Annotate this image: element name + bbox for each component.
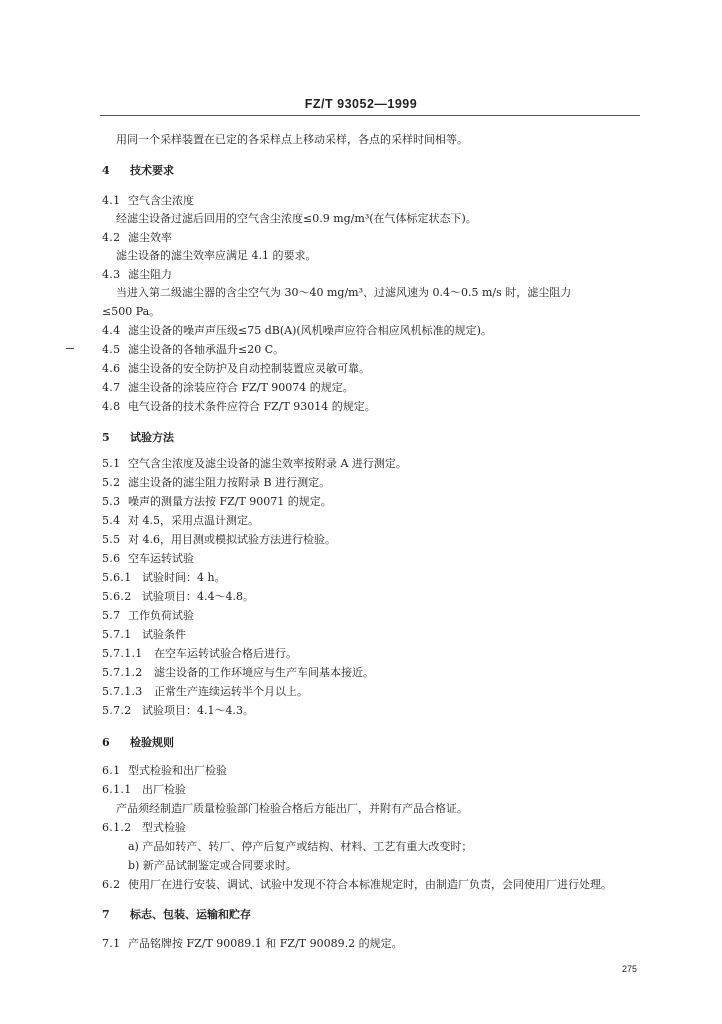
line-text: ≤500 Pa。 [102, 305, 161, 318]
clause-number: 5.7.1.3 [102, 685, 143, 698]
section-title: 技术要求 [130, 164, 174, 177]
body-line [102, 305, 160, 319]
clause-text: 出厂检验 [142, 783, 186, 796]
clause-line [102, 194, 194, 208]
clause-text: 对 4.5，采用点温计测定。 [128, 514, 259, 527]
clause-line [102, 268, 172, 282]
clause-line [102, 783, 186, 797]
section-heading [102, 164, 174, 178]
body-line [116, 212, 477, 226]
clause-line [102, 381, 354, 395]
clause-text: 空车运转试验 [128, 552, 194, 565]
clause-number: 5.7.2 [102, 704, 132, 717]
clause-text: 滤尘效率 [128, 231, 172, 244]
line-text: 当进入第二级滤尘器的含尘空气为 30～40 mg/m³、过滤风速为 0.4～0.5 m/s 时，滤尘阻力 [116, 286, 572, 299]
clause-text: 电气设备的技术条件应符合 FZ/T 93014 的规定。 [128, 400, 376, 413]
clause-number: 4.2 [102, 231, 121, 244]
clause-line [102, 231, 172, 245]
clause-line [102, 685, 308, 699]
clause-number: 6.2 [102, 878, 121, 891]
clause-number: 5.6 [102, 552, 121, 565]
clause-line [102, 362, 370, 376]
clause-line [102, 704, 254, 718]
clause-text: 正常生产连续运转半个月以上。 [154, 685, 308, 698]
clause-line [102, 400, 376, 414]
clause-line [102, 590, 254, 604]
page-number: 275 [622, 964, 638, 974]
clause-line [102, 343, 284, 357]
clause-text: 滤尘阻力 [128, 268, 172, 281]
clause-number: 4.4 [102, 324, 121, 337]
clause-text: 滤尘设备的涂装应符合 FZ/T 90074 的规定。 [128, 381, 354, 394]
clause-text: 滤尘设备的各轴承温升≤20 C。 [128, 343, 285, 356]
clause-line [102, 495, 332, 509]
section-title: 试验方法 [130, 431, 174, 444]
line-text: a) 产品如转产、转厂、停产后复产或结构、材料、工艺有重大改变时； [128, 840, 473, 853]
clause-line [102, 937, 403, 951]
clause-line [102, 628, 186, 642]
clause-number: 4.3 [102, 268, 121, 281]
clause-number: 5.6.1 [102, 571, 132, 584]
clause-line [102, 878, 612, 892]
clause-number: 6.1 [102, 764, 121, 777]
clause-line [102, 647, 297, 661]
line-text: b) 新产品试制鉴定或合同要求时。 [128, 859, 297, 872]
section-number: 7 [102, 908, 110, 921]
body-line [116, 286, 571, 300]
clause-text: 试验条件 [142, 628, 186, 641]
clause-line [102, 821, 186, 835]
body-line [116, 249, 317, 263]
clause-text: 滤尘设备的工作环境应与生产车间基本接近。 [154, 666, 374, 679]
section-title: 检验规则 [130, 736, 174, 749]
clause-number: 5.7.1.1 [102, 647, 143, 660]
clause-number: 4.8 [102, 400, 121, 413]
clause-text: 工作负荷试验 [128, 609, 194, 622]
clause-number: 6.1.2 [102, 821, 132, 834]
section-title: 标志、包装、运输和贮存 [130, 908, 251, 921]
section-heading [102, 908, 251, 922]
clause-number: 5.5 [102, 533, 121, 546]
line-text: 产品须经制造厂质量检验部门检验合格后方能出厂，并附有产品合格证。 [116, 802, 468, 815]
clause-line [102, 457, 407, 471]
clause-number: 5.7.1 [102, 628, 132, 641]
clause-line [102, 533, 336, 547]
clause-text: 试验时间：4 h。 [142, 571, 226, 584]
clause-number: 5.6.2 [102, 590, 132, 603]
clause-text: 对 4.6，用目测或模拟试验方法进行检验。 [128, 533, 336, 546]
clause-line [102, 666, 374, 680]
clause-line [102, 609, 194, 623]
section-heading [102, 736, 174, 750]
clause-line [102, 552, 194, 566]
clause-number: 4.1 [102, 194, 121, 207]
clause-text: 空气含尘浓度 [128, 194, 194, 207]
clause-text: 型式检验和出厂检验 [128, 764, 227, 777]
clause-line [102, 764, 227, 778]
clause-number: 4.6 [102, 362, 121, 375]
clause-number: 5.7 [102, 609, 121, 622]
section-number: 5 [102, 431, 110, 444]
clause-number: 4.5 [102, 343, 121, 356]
clause-text: 滤尘设备的噪声声压级≤75 dB(A)(风机噪声应符合相应风机标准的规定)。 [128, 324, 492, 337]
line-text: 经滤尘设备过滤后回用的空气含尘浓度≤0.9 mg/m³(在气体标定状态下)。 [116, 212, 477, 225]
section-number: 6 [102, 736, 110, 749]
clause-number: 5.2 [102, 476, 121, 489]
list-item [128, 840, 472, 854]
clause-text: 试验项目：4.4～4.8。 [142, 590, 254, 603]
clause-text: 噪声的测量方法按 FZ/T 90071 的规定。 [128, 495, 332, 508]
clause-line [102, 476, 330, 490]
line-text: 滤尘设备的滤尘效率应满足 4.1 的要求。 [116, 249, 317, 262]
body-line [116, 133, 468, 147]
clause-number: 5.3 [102, 495, 121, 508]
section-heading [102, 431, 174, 445]
clause-text: 滤尘设备的滤尘阻力按附录 B 进行测定。 [128, 476, 331, 489]
clause-line [102, 324, 492, 338]
clause-text: 空气含尘浓度及滤尘设备的滤尘效率按附录 A 进行测定。 [128, 457, 407, 470]
clause-text: 型式检验 [142, 821, 186, 834]
clause-line [102, 514, 259, 528]
line-text: 用同一个采样装置在已定的各采样点上移动采样，各点的采样时间相等。 [116, 133, 468, 146]
list-item [128, 859, 297, 873]
clause-line [102, 571, 226, 585]
body-line [116, 802, 468, 816]
clause-text: 试验项目：4.1～4.3。 [142, 704, 254, 717]
clause-number: 5.7.1.2 [102, 666, 143, 679]
clause-text: 产品铭牌按 FZ/T 90089.1 和 FZ/T 90089.2 的规定。 [128, 937, 403, 950]
clause-number: 7.1 [102, 937, 121, 950]
clause-number: 5.4 [102, 514, 121, 527]
section-number: 4 [102, 164, 110, 177]
clause-text: 在空车运转试验合格后进行。 [154, 647, 297, 660]
clause-number: 6.1.1 [102, 783, 132, 796]
clause-number: 4.7 [102, 381, 121, 394]
clause-number: 5.1 [102, 457, 121, 470]
header-rule [100, 115, 640, 116]
standard-number-header: FZ/T 93052—1999 [304, 97, 418, 111]
clause-text: 使用厂在进行安装、调试、试验中发现不符合本标准规定时，由制造厂负责，会同使用厂进行处理。 [128, 878, 612, 891]
clause-text: 滤尘设备的安全防护及自动控制装置应灵敏可靠。 [128, 362, 370, 375]
margin-mark [66, 348, 74, 349]
